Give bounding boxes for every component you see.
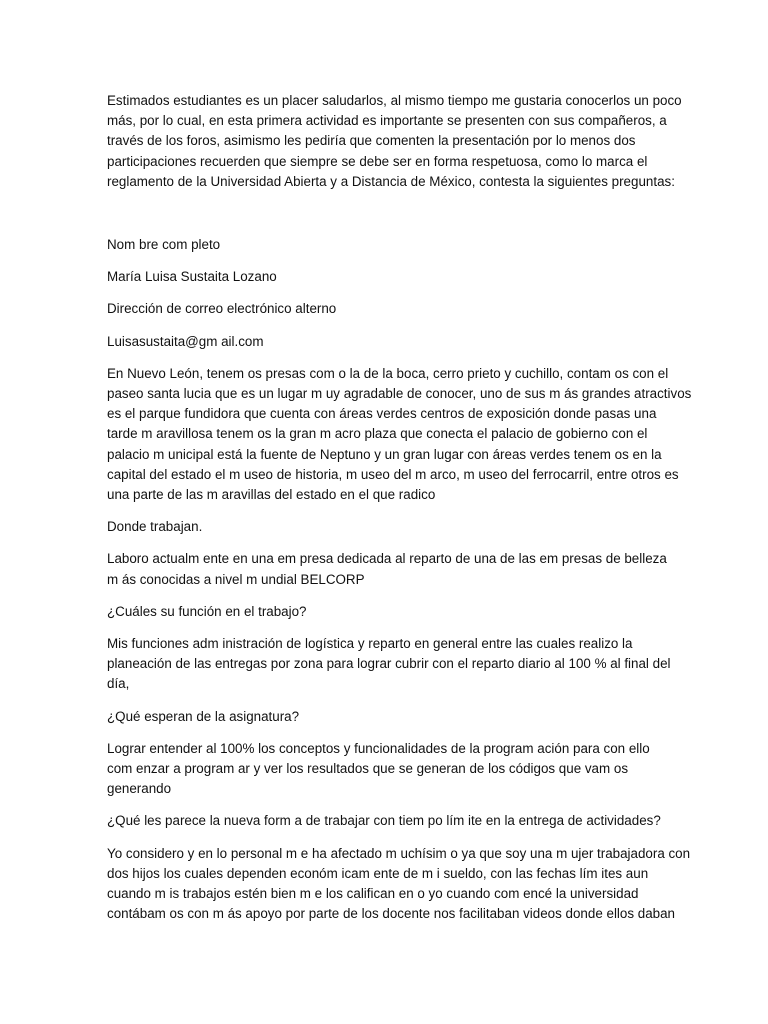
text-line: palacio m unicipal está la fuente de Neptuno y un gran lugar con áreas verdes tenem os en la [107,446,662,462]
funcion-question: ¿Cuáles su función en el trabajo? [107,603,307,619]
correo-value: Luisasustaita@gm ail.com [107,333,264,349]
text-line: m ás conocidas a nivel m undial BELCORP [107,571,365,587]
intro-paragraph [107,91,682,192]
trabajo-question: Donde trabajan. [107,519,203,535]
text-line: día, [107,676,130,692]
text-line: cuando m is trabajos estén bien m e los califican en o yo cuando com encé la universidad [107,886,639,902]
trabajo-answer [107,549,667,589]
nombre-label: Nom bre com pleto [107,237,221,253]
text-line: capital del estado el m useo de historia, m useo del m arco, m useo del ferrocarril, entre otros es [107,466,679,482]
text-line: reglamento de la Universidad Abierta y a Distancia de México, contesta la siguientes preguntas: [107,173,675,189]
document-body [107,91,692,925]
nombre-value: María Luisa Sustaita Lozano [107,269,277,285]
text-line: tarde m aravillosa tenem os la gran m acro plaza que conecta el palacio de gobierno con el [107,426,648,442]
correo-label: Dirección de correo electrónico alterno [107,301,337,317]
tiempo-question: ¿Qué les parece la nueva form a de trabajar con tiem po lím ite en la entrega de actividades? [107,813,661,829]
text-line: Lograr entender al 100% los conceptos y funcionalidades de la program ación para con ello [107,740,650,756]
text-line: com enzar a program ar y ver los resultados que se generan de los códigos que vam os [107,761,629,777]
nuevo-leon-paragraph [107,364,692,505]
text-line: es el parque fundidora que cuenta con áreas verdes centros de exposición donde pasas una [107,406,657,422]
asignatura-question: ¿Qué esperan de la asignatura? [107,708,300,724]
text-line: Mis funciones adm inistración de logística y reparto en general entre las cuales realizo la [107,636,633,652]
tiempo-answer [107,844,691,925]
text-line: planeación de las entregas por zona para lograr cubrir con el reparto diario al 100 % al final del [107,656,671,672]
text-line: dos hijos los cuales dependen económ icam ente de m i sueldo, con las fechas lím ites aun [107,865,649,881]
text-line: En Nuevo León, tenem os presas com o la de la boca, cerro prieto y cuchillo, contam os con el [107,365,669,381]
text-line: generando [107,781,172,797]
text-line: participaciones recuerden que siempre se debe ser en forma respetuosa, como lo marca el [107,153,648,169]
text-line: Yo considero y en lo personal m e ha afectado m uchísim o ya que soy una m ujer trabajadora con [107,845,691,861]
funcion-answer [107,634,671,695]
text-line: Laboro actualm ente en una em presa dedicada al reparto de una de las em presas de belleza [107,551,667,567]
asignatura-answer [107,739,667,800]
text-line: través de los foros, asimismo les pediría que comenten la presentación por lo menos dos [107,133,636,149]
text-line: una parte de las m aravillas del estado en el que radico [107,487,436,503]
text-line: más, por lo cual, en esta primera actividad es importante se presenten con sus compañeros, a [107,113,667,129]
text-line: contábam os con m ás apoyo por parte de los docente nos facilitaban videos donde ellos daban [107,906,675,922]
text-line: Estimados estudiantes es un placer saludarlos, al mismo tiempo me gustaria conocerlos un poco [107,93,682,108]
text-line: paseo santa lucia que es un lugar m uy agradable de conocer, uno de sus m ás grandes atractivos [107,386,692,402]
